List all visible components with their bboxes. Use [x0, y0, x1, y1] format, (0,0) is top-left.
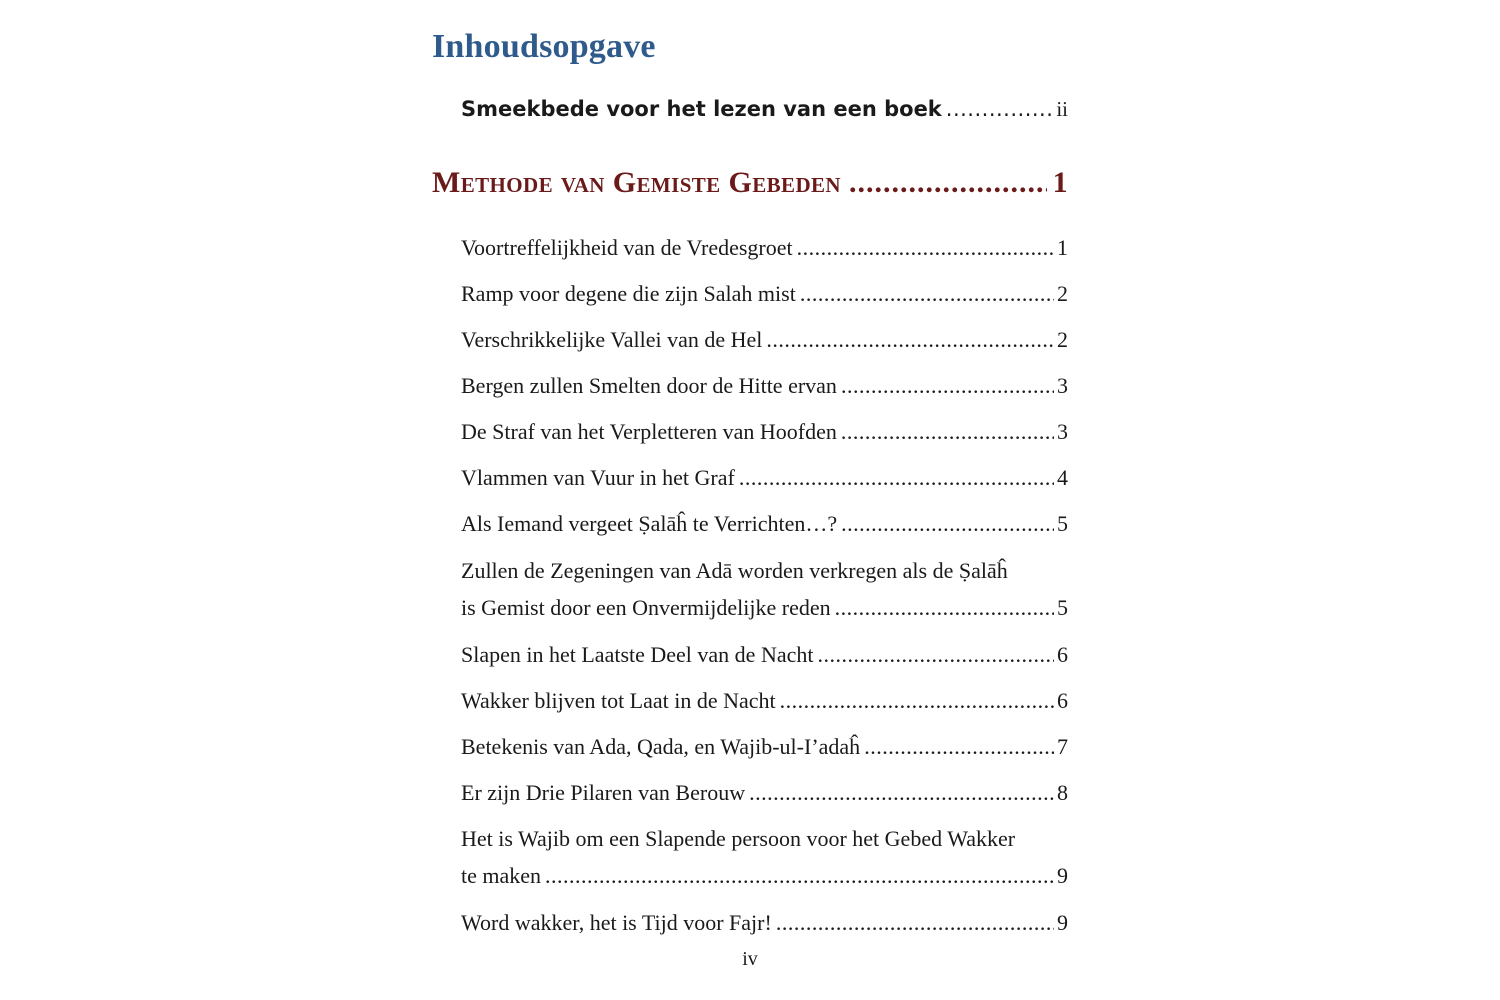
toc-entry[interactable] [461, 237, 1068, 259]
toc-page-number: 2 [1057, 281, 1068, 306]
toc-entry-title: Smeekbede voor het lezen van een boek [461, 97, 942, 121]
toc-entry-title: Betekenis van Ada, Qada, en Wajib-ul-I’adaĥ [461, 734, 861, 759]
toc-leader-dots [545, 865, 1054, 887]
toc-entry[interactable] [461, 782, 1068, 804]
page-folio: iv [742, 948, 758, 970]
toc-page-number: 5 [1057, 511, 1068, 536]
toc-chapter-entry[interactable] [432, 166, 1068, 200]
toc-entry[interactable] [461, 690, 1068, 712]
toc-page-number: 4 [1057, 465, 1068, 490]
toc-page-number: 9 [1057, 910, 1068, 935]
toc-page-number: 7 [1057, 734, 1068, 759]
toc-entry-row [461, 597, 1068, 619]
toc-leader-dots [749, 782, 1054, 804]
toc-leader-dots [797, 237, 1054, 259]
toc-entry-title: Vlammen van Vuur in het Graf [461, 465, 735, 490]
toc-entry-row [461, 329, 1068, 351]
toc-leader-dots [835, 597, 1054, 619]
toc-entry[interactable] [461, 912, 1068, 934]
toc-entry-title: Ramp voor degene die zijn Salah mist [461, 281, 796, 306]
toc-page-number: 1 [1052, 166, 1068, 199]
toc-entry[interactable] [461, 467, 1068, 489]
toc-page-number: 2 [1057, 327, 1068, 352]
toc-entry[interactable] [461, 644, 1068, 666]
toc-entry-row [461, 644, 1068, 666]
toc-entry-row [432, 166, 1068, 200]
toc-entry-row [461, 912, 1068, 934]
toc-leader-dots [800, 283, 1054, 305]
toc-entry-title: Voortreffelijkheid van de Vredesgroet [461, 235, 793, 260]
toc-entry-row [461, 283, 1068, 305]
toc-entry[interactable] [461, 828, 1068, 887]
toc-entry-row [461, 865, 1068, 887]
toc-entry-title: is Gemist door een Onvermijdelijke reden [461, 595, 831, 620]
toc-page-number: ii [1056, 97, 1068, 121]
toc-entry-title: Slapen in het Laatste Deel van de Nacht [461, 642, 814, 667]
toc-entry-title: Wakker blijven tot Laat in de Nacht [461, 688, 776, 713]
toc-entry-title: Word wakker, het is Tijd voor Fajr! [461, 910, 772, 935]
toc-leader-dots [841, 375, 1054, 397]
toc-chapter-title: Methode van Gemiste Gebeden [432, 166, 841, 199]
toc-page-number: 6 [1057, 688, 1068, 713]
toc-leader-dots [739, 467, 1054, 489]
toc-entry-row [461, 690, 1068, 712]
toc-leader-dots [841, 421, 1054, 443]
toc-entry-title: Verschrikkelijke Vallei van de Hel [461, 327, 763, 352]
toc-entry-title-line: Zullen de Zegeningen van Adā worden verkregen als de Ṣalāĥ [461, 558, 1008, 583]
toc-page-number: 5 [1057, 595, 1068, 620]
toc-leader-dots [776, 912, 1054, 934]
toc-page-number: 3 [1057, 373, 1068, 398]
toc-page-number: 3 [1057, 419, 1068, 444]
toc-leader-dots [841, 513, 1054, 535]
toc-entry[interactable] [461, 421, 1068, 443]
toc-entry-title: Bergen zullen Smelten door de Hitte ervan [461, 373, 837, 398]
toc-entry-row [461, 99, 1068, 120]
toc-entry-row [461, 782, 1068, 804]
toc-entry[interactable] [461, 283, 1068, 305]
toc-entry-row [461, 467, 1068, 489]
toc-entry-row [461, 513, 1068, 535]
toc-leader-dots [864, 736, 1054, 758]
toc-heading: Inhoudsopgave [432, 28, 656, 65]
toc-entry[interactable] [461, 736, 1068, 758]
toc-page-number: 8 [1057, 780, 1068, 805]
toc-entry[interactable] [461, 375, 1068, 397]
toc-leader-dots [780, 690, 1054, 712]
toc-leader-dots [946, 99, 1054, 120]
toc-intro-entry[interactable] [461, 99, 1068, 120]
toc-leader-dots [849, 166, 1047, 200]
toc-entry[interactable] [461, 329, 1068, 351]
toc-entry-row [461, 736, 1068, 758]
toc-page-number: 6 [1057, 642, 1068, 667]
toc-entry-row [461, 375, 1068, 397]
toc-entry-title: De Straf van het Verpletteren van Hoofden [461, 419, 837, 444]
toc-entry[interactable] [461, 513, 1068, 535]
toc-entry-title-line: Het is Wajib om een Slapende persoon voor het Gebed Wakker [461, 826, 1016, 851]
toc-entry-row [461, 421, 1068, 443]
toc-leader-dots [817, 644, 1054, 666]
toc-entry-title: Er zijn Drie Pilaren van Berouw [461, 780, 746, 805]
toc-page-number: 9 [1057, 863, 1068, 888]
toc-entry[interactable] [461, 560, 1068, 619]
toc-entry-row [461, 237, 1068, 259]
toc-leader-dots [766, 329, 1054, 351]
toc-entry-title: Als Iemand vergeet Ṣalāĥ te Verrichten…? [461, 511, 838, 536]
toc-entry-title: te maken [461, 863, 542, 888]
toc-page-number: 1 [1057, 235, 1068, 260]
toc-page [432, 0, 1068, 1000]
